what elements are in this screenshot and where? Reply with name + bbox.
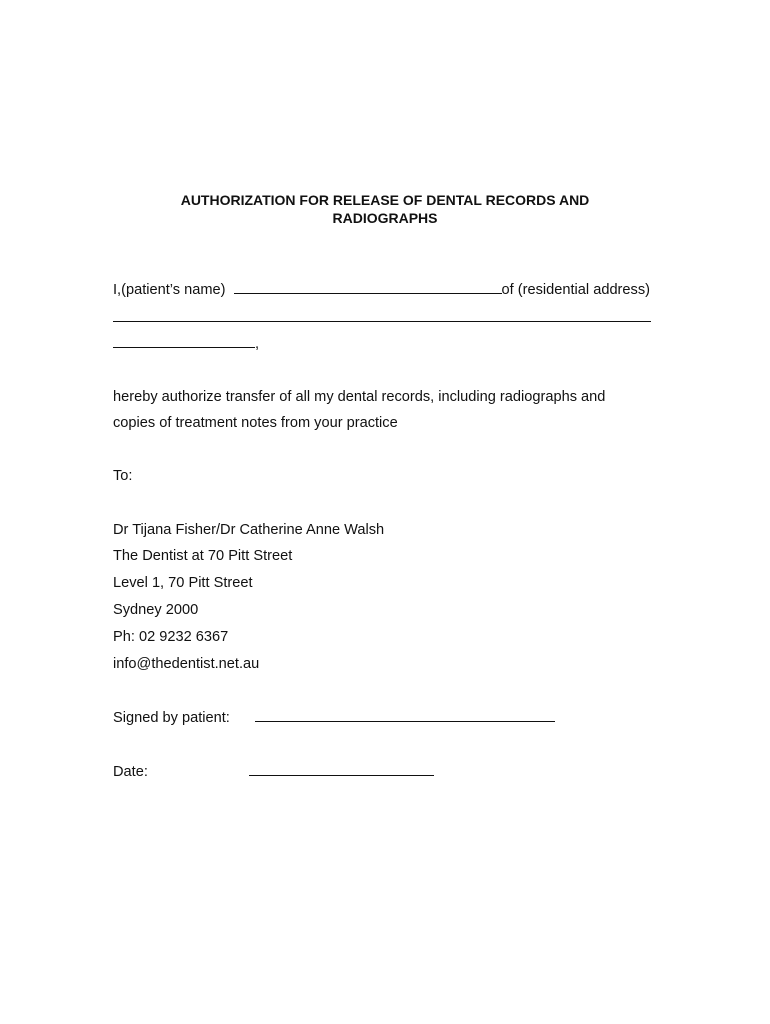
date-blank[interactable] [249, 762, 434, 776]
patient-name-label: I,(patient’s name) [113, 282, 226, 298]
recipient-phone: Ph: 02 9232 6367 [113, 629, 229, 645]
date-row [113, 762, 434, 781]
recipient-address: Level 1, 70 Pitt Street [113, 575, 253, 591]
title-line-2: RADIOGRAPHS [332, 210, 438, 226]
patient-name-row [113, 280, 650, 299]
address-blank-1[interactable] [113, 308, 651, 322]
address-blank-2[interactable] [113, 334, 255, 348]
recipient-email: info@thedentist.net.au [113, 656, 260, 672]
address-comma: , [255, 336, 260, 352]
recipient-names: Dr Tijana Fisher/Dr Catherine Anne Walsh [113, 522, 385, 538]
document-title [100, 191, 670, 227]
title-line-1: AUTHORIZATION FOR RELEASE OF DENTAL RECORDS AND [180, 192, 590, 208]
signature-row [113, 708, 555, 727]
signature-blank[interactable] [255, 708, 555, 722]
address-row-1 [113, 308, 651, 327]
authorization-text-line-1: hereby authorize transfer of all my dental records, including radiographs and [113, 389, 606, 405]
residential-address-label: of (residential address) [501, 282, 650, 298]
recipient-city: Sydney 2000 [113, 602, 199, 618]
authorization-text-line-2: copies of treatment notes from your practice [113, 415, 398, 431]
recipient-practice: The Dentist at 70 Pitt Street [113, 548, 293, 564]
to-label: To: [113, 468, 133, 484]
date-label: Date: [113, 764, 148, 780]
signed-by-patient-label: Signed by patient: [113, 710, 230, 726]
address-row-2 [113, 334, 259, 353]
patient-name-blank[interactable] [234, 280, 502, 294]
